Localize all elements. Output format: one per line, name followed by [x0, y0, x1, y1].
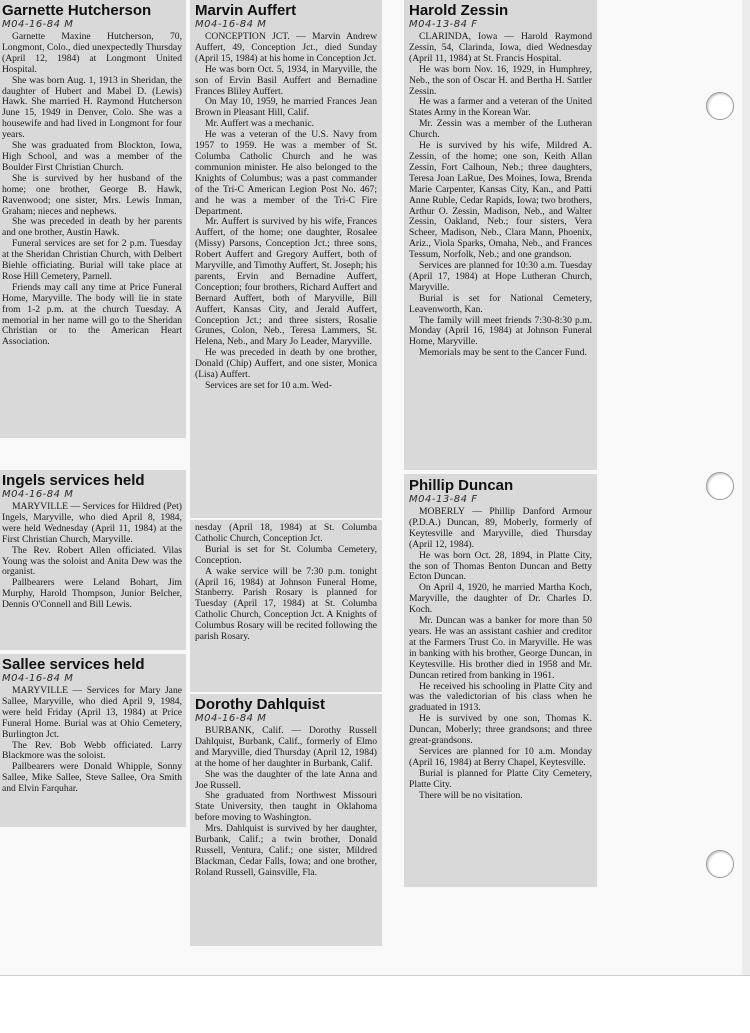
- obituary-headline: Harold Zessin: [409, 2, 509, 19]
- obituary-headline: Phillip Duncan: [409, 477, 514, 494]
- binder-hole: [706, 850, 734, 878]
- obituary-paragraph: On May 10, 1959, he married Frances Jean Brown in Pleasant Hill, Calif.: [195, 96, 377, 119]
- clipping-hutcherson: [0, 0, 186, 438]
- obituary-paragraph: Mr. Auffert was a mechanic.: [205, 118, 315, 130]
- obituary-headline: Ingels services held: [2, 472, 145, 489]
- obituary-paragraph: He was preceded in death by one brother, Donald (Chip) Auffert, and one sister, Monica (Lisa) Auffert.: [195, 347, 377, 381]
- handwritten-date-notation: M04-16-84 M: [2, 489, 74, 500]
- obituary-paragraph: Burial is set for St. Columba Cemetery, Conception.: [195, 543, 377, 566]
- obituary-paragraph: Services are set for 10 a.m. Wed-: [205, 380, 332, 391]
- obituary-paragraph: Mrs. Dahlquist is survived by her daughter, Burbank, Calif.; a twin brother, Donald Russell, Ventura, Calif.; one sister, Mildred Blackman, Cedar Falls, Iowa; and one brother, Roland Russell, Gainsville, Fla.: [195, 823, 377, 878]
- obituary-paragraph: A wake service will be 7:30 p.m. tonight (April 16, 1984) at Johnson Funeral Home, Stanberry. Parish Rosary is planned for Tuesday (April 17, 1984) at St. Columba Catholic Church, Conception Jct. A Knights of Columbus Rosary will be recited following the parish Rosary.: [195, 565, 377, 643]
- obituary-paragraph: He was born Nov. 16, 1929, in Humphrey, Neb., the son of Oscar H. and Bertha H. Sattler Zessin.: [409, 63, 592, 97]
- obituary-paragraph: The Rev. Bob Webb officiated. Larry Blackmore was the soloist.: [2, 739, 182, 762]
- clipping-auffert-continued: [190, 520, 382, 692]
- obituary-paragraph: Mr. Zessin was a member of the Lutheran Church.: [409, 118, 592, 141]
- obituary-paragraph: BURBANK, Calif. — Dorothy Russell Dahlquist, Burbank, Calif., formerly of Elmo and Maryville, died Thursday (April 12, 1984) at the home of her daughter in Burbank, Calif.: [195, 725, 377, 769]
- obituary-paragraph: She graduated from Northwest Missouri State University, then taught in Oklahoma before moving to Washington.: [195, 790, 377, 824]
- obituary-paragraph: He is survived by his wife, Mildred A. Zessin, of the home; one son, Keith Allan Zessin, Fort Calhoun, Neb.; three daughters, Teresa Joan LaRue, Des Moines, Iowa, Brenda Marie Carpenter, Kansas City, Kan., and Patti Anne Ruble, Cedar Rapids, Iowa; two brothers, Arthur O. Zessin, Madison, Neb., and Walter Zessin, Oakland, Neb.; four sisters, Vera Scheer, Madison, Neb., Clara Mann, Phoenix, Ariz., Viola Sparks, Omaha, Neb., and Frances Tessum, Norfolk, Neb.; and one grandson.: [409, 140, 592, 261]
- binder-hole: [706, 92, 734, 120]
- obituary-paragraph: She was born Aug. 1, 1913 in Sheridan, the daughter of Hubert and Mabel D. (Lewis) Hawk. She married H. Raymond Hutcherson June 15, 1949 in Denver, Colo. She was a housewife and had lived in Longmont for four years.: [2, 74, 182, 141]
- handwritten-date-notation: M04-13-84 F: [409, 19, 478, 30]
- obituary-paragraph: Funeral services are set for 2 p.m. Tuesday at the Sheridan Christian Church, with Delbert Biehle officiating. Burial will take place at Rose Hill Cemetery, Parnell.: [2, 238, 182, 282]
- obituary-paragraph: He is survived by one son, Thomas K. Duncan, Moberly; three grandsons; and three great-grandsons.: [409, 713, 592, 747]
- obituary-paragraph: He received his schooling in Platte City and was the valedictorian of his class when he graduated in 1913.: [409, 680, 592, 714]
- obituary-paragraph: Services are planned for 10:30 a.m. Tuesday (April 17, 1984) at Hope Lutheran Church, Maryville.: [409, 260, 592, 293]
- clipping-dahlquist: [190, 694, 382, 946]
- obituary-paragraph: On April 4, 1920, he married Martha Koch, Maryville, the daughter of Dr. Charles D. Koch.: [409, 582, 592, 616]
- obituary-paragraph: He was a veteran of the U.S. Navy from 1957 to 1959. He was a member of St. Columba Catholic Church and he was communion minister. He also belonged to the Knights of Columbus; was a past commander of the Tri-C American Legion Post No. 467; and he was a member of the Tri-C Fire Department.: [195, 129, 377, 217]
- obituary-paragraph: MARYVILLE — Services for Hildred (Pet) Ingels, Maryville, who died April 8, 1984, were held Wednesday (April 11, 1984) at the First Christian Church, Maryville.: [2, 501, 182, 545]
- obituary-paragraph: nesday (April 18, 1984) at St. Columba Catholic Church, Conception Jct.: [195, 522, 377, 544]
- obituary-paragraph: Pallbearers were Leland Bohart, Jim Murphy, Harold Thompson, Junior Belcher, Dennis O'Connell and Bill Lewis.: [2, 577, 182, 611]
- handwritten-date-notation: M04-16-84 M: [2, 19, 74, 30]
- obituary-paragraph: Services are planned for 10 a.m. Monday (April 16, 1984) at Berry Chapel, Keytesville.: [409, 745, 592, 768]
- obituary-paragraph: He was born Oct. 5, 1934, in Maryville, the son of Ervin Basil Auffert and Bernadine Frances Bliley Auffert.: [195, 63, 377, 97]
- obituary-paragraph: Pallbearers were Donald Whipple, Sonny Sallee, Mike Sallee, Steve Sallee, Ora Smith and Elvin Farquhar.: [2, 761, 182, 795]
- obituary-paragraph: He was a farmer and a veteran of the United States Army in the Korean War.: [409, 96, 592, 119]
- handwritten-date-notation: M04-16-84 M: [195, 19, 267, 30]
- obituary-headline: Dorothy Dahlquist: [195, 696, 325, 713]
- clipping-zessin: [404, 0, 597, 470]
- obituary-paragraph: CLARINDA, Iowa — Harold Raymond Zessin, 54, Clarinda, Iowa, died Wednesday (April 11, 1984) at St. Francis Hospital.: [409, 31, 592, 64]
- obituary-paragraph: She was graduated from Blockton, Iowa, High School, and was a member of the Boulder First Christian Church.: [2, 140, 182, 173]
- obituary-paragraph: Memorials may be sent to the Cancer Fund.: [419, 347, 587, 359]
- obituary-paragraph: She is survived by her husband of the home; one brother, George B. Hawk, Ravenwood; one sister, Mrs. Lewis Inman, Graham; nieces and nephews.: [2, 172, 182, 217]
- obituary-paragraph: Mr. Auffert is survived by his wife, Frances Auffert, of the home; one daughter, Rosalee (Missy) Parsons, Conception Jct.; three sons, Robert Auffert and Gregory Auffert, both of Maryville, and Timothy Auffert, St. Joseph; his parents, Ervin and Bernadine Auffert, Conception; four brothers, Richard Auffert and Bernard Auffert, both of Maryville, Bill Auffert, Kansas City, and Jerald Auffert, Conception Jct.; and three sisters, Rosalie Grunes, Colon, Neb., Teresa Lammers, St. Helena, Neb., and Mary Jo Leader, Maryville.: [195, 216, 377, 348]
- clipping-duncan: [404, 474, 597, 887]
- obituary-paragraph: He was born Oct. 28, 1894, in Platte City, the son of Thomas Benton Duncan and Betty Ecton Duncan.: [409, 549, 592, 583]
- obituary-paragraph: Garnette Maxine Hutcherson, 70, Longmont, Colo., died unexpectedly Thursday (April 12, 1984) at Longmont United Hospital.: [2, 31, 182, 75]
- binder-hole: [706, 472, 734, 500]
- page-edge: [742, 0, 750, 975]
- obituary-paragraph: There will be no visitation.: [419, 789, 523, 801]
- obituary-paragraph: MOBERLY — Phillip Danford Armour (P.D.A.) Duncan, 89, Moberly, formerly of Keytesville and Maryville, died Thursday (April 12, 1984).: [409, 506, 592, 550]
- obituary-paragraph: CONCEPTION JCT. — Marvin Andrew Auffert, 49, Conception Jct., died Sunday (April 15, 1984) at his home in Conception Jct.: [195, 31, 377, 64]
- clipping-ingels: [0, 470, 186, 650]
- obituary-paragraph: Burial is planned for Platte City Cemetery, Platte City.: [409, 767, 592, 790]
- obituary-paragraph: She was the daughter of the late Anna and Joe Russell.: [195, 768, 377, 791]
- clipping-auffert: [190, 0, 382, 518]
- obituary-headline: Garnette Hutcherson: [2, 2, 152, 19]
- handwritten-date-notation: M04-16-84 M: [195, 713, 267, 724]
- obituary-paragraph: MARYVILLE — Services for Mary Jane Sallee, Maryville, who died April 9, 1984, were held Friday (April 13, 1984) at Price Funeral Home. Burial was at Ohio Cemetery, Burlington Jct.: [2, 685, 182, 740]
- obituary-headline: Marvin Auffert: [195, 2, 297, 19]
- handwritten-date-notation: M04-13-84 F: [409, 494, 478, 505]
- obituary-paragraph: Mr. Duncan was a banker for more than 50 years. He was an assistant cashier and creditor at the Farmers Trust Co. in Maryville. He was in banking with his brother, George Duncan, in Keytesville. His brother died in 1958 and Mr. Duncan retired from banking in 1961.: [409, 615, 592, 681]
- obituary-paragraph: Friends may call any time at Price Funeral Home, Maryville. The body will lie in state from 1-2 p.m. at the church Tuesday. A memorial in her name will go to the Sheridan Christian or to the American Heart Association.: [2, 281, 182, 348]
- obituary-paragraph: The family will meet friends 7:30-8:30 p.m. Monday (April 16, 1984) at Johnson Funeral Home, Maryville.: [409, 314, 592, 348]
- obituary-paragraph: She was preceded in death by her parents and one brother, Austin Hawk.: [2, 216, 182, 239]
- obituary-paragraph: Burial is set for National Cemetery, Leavenworth, Kan.: [409, 292, 592, 315]
- obituary-headline: Sallee services held: [2, 656, 145, 673]
- handwritten-date-notation: M04-16-84 M: [2, 673, 74, 684]
- obituary-paragraph: The Rev. Robert Allen officiated. Vilas Young was the soloist and Anita Dew was the organist.: [2, 544, 182, 578]
- clipping-sallee: [0, 654, 186, 827]
